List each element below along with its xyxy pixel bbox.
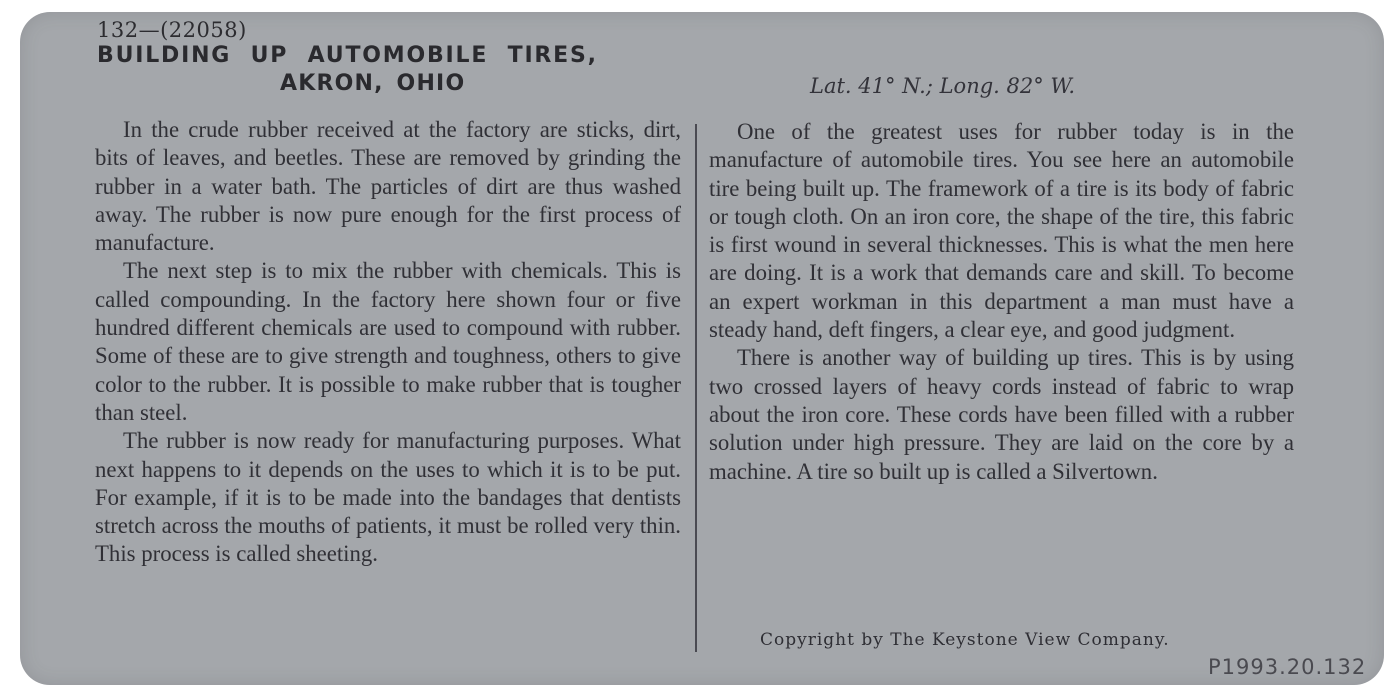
paragraph: The next step is to mix the rubber with chemicals. This is called compounding. In the factory here shown four or five hundred different chemicals are used to compound with rubber. Some of these are to give strength and toughness, others to give color to the rubber. It is possible to make rubber that is tougher than steel.: [95, 258, 681, 425]
accession-number: P1993.20.132: [1208, 655, 1367, 679]
column-divider: [695, 124, 697, 652]
title-line-2: AKRON, OHIO: [280, 71, 466, 96]
coordinates: Lat. 41° N.; Long. 82° W.: [810, 74, 1076, 98]
title-line-1: BUILDING UP AUTOMOBILE TIRES,: [97, 43, 598, 68]
paragraph: The rubber is now ready for manufacturing purposes. What next happens to it depends on the uses to which it is to be put. For example, if it is to be made into the bandages that dentists stretch across the mouths of patients, it must be rolled very thin. This process is called sheeting.: [95, 428, 681, 567]
paragraph: One of the greatest uses for rubber today is in the manufacture of automobile tires. You see here an automobile tire being built up. The framework of a tire is its body of fabric or tough cloth. On an iron core, the shape of the tire, this fabric is first wound in several thicknesses. This is what the men here are doing. It is a work that demands care and skill. To become an expert workman in this department a man must have a steady hand, deft fingers, a clear eye, and good judgment.: [709, 119, 1294, 343]
card-title: [97, 42, 697, 98]
catalog-number: 132—(22058): [97, 18, 247, 42]
copyright-line: Copyright by The Keystone View Company.: [760, 630, 1170, 650]
left-text-column: [95, 116, 681, 569]
paragraph: There is another way of building up tires. This is by using two crossed layers of heavy cords instead of fabric to wrap about the iron core. These cords have been filled with a rubber solution under high pressure. They are laid on the core by a machine. A tire so built up is called a Silvertown.: [709, 345, 1294, 484]
right-text-column: [709, 118, 1294, 486]
stereograph-card-back: [20, 12, 1384, 685]
paragraph: In the crude rubber received at the factory are sticks, dirt, bits of leaves, and beetles. These are removed by grinding the rubber in a water bath. The particles of dirt are thus washed away. The rubber is now pure enough for the first process of manufacture.: [95, 117, 681, 256]
